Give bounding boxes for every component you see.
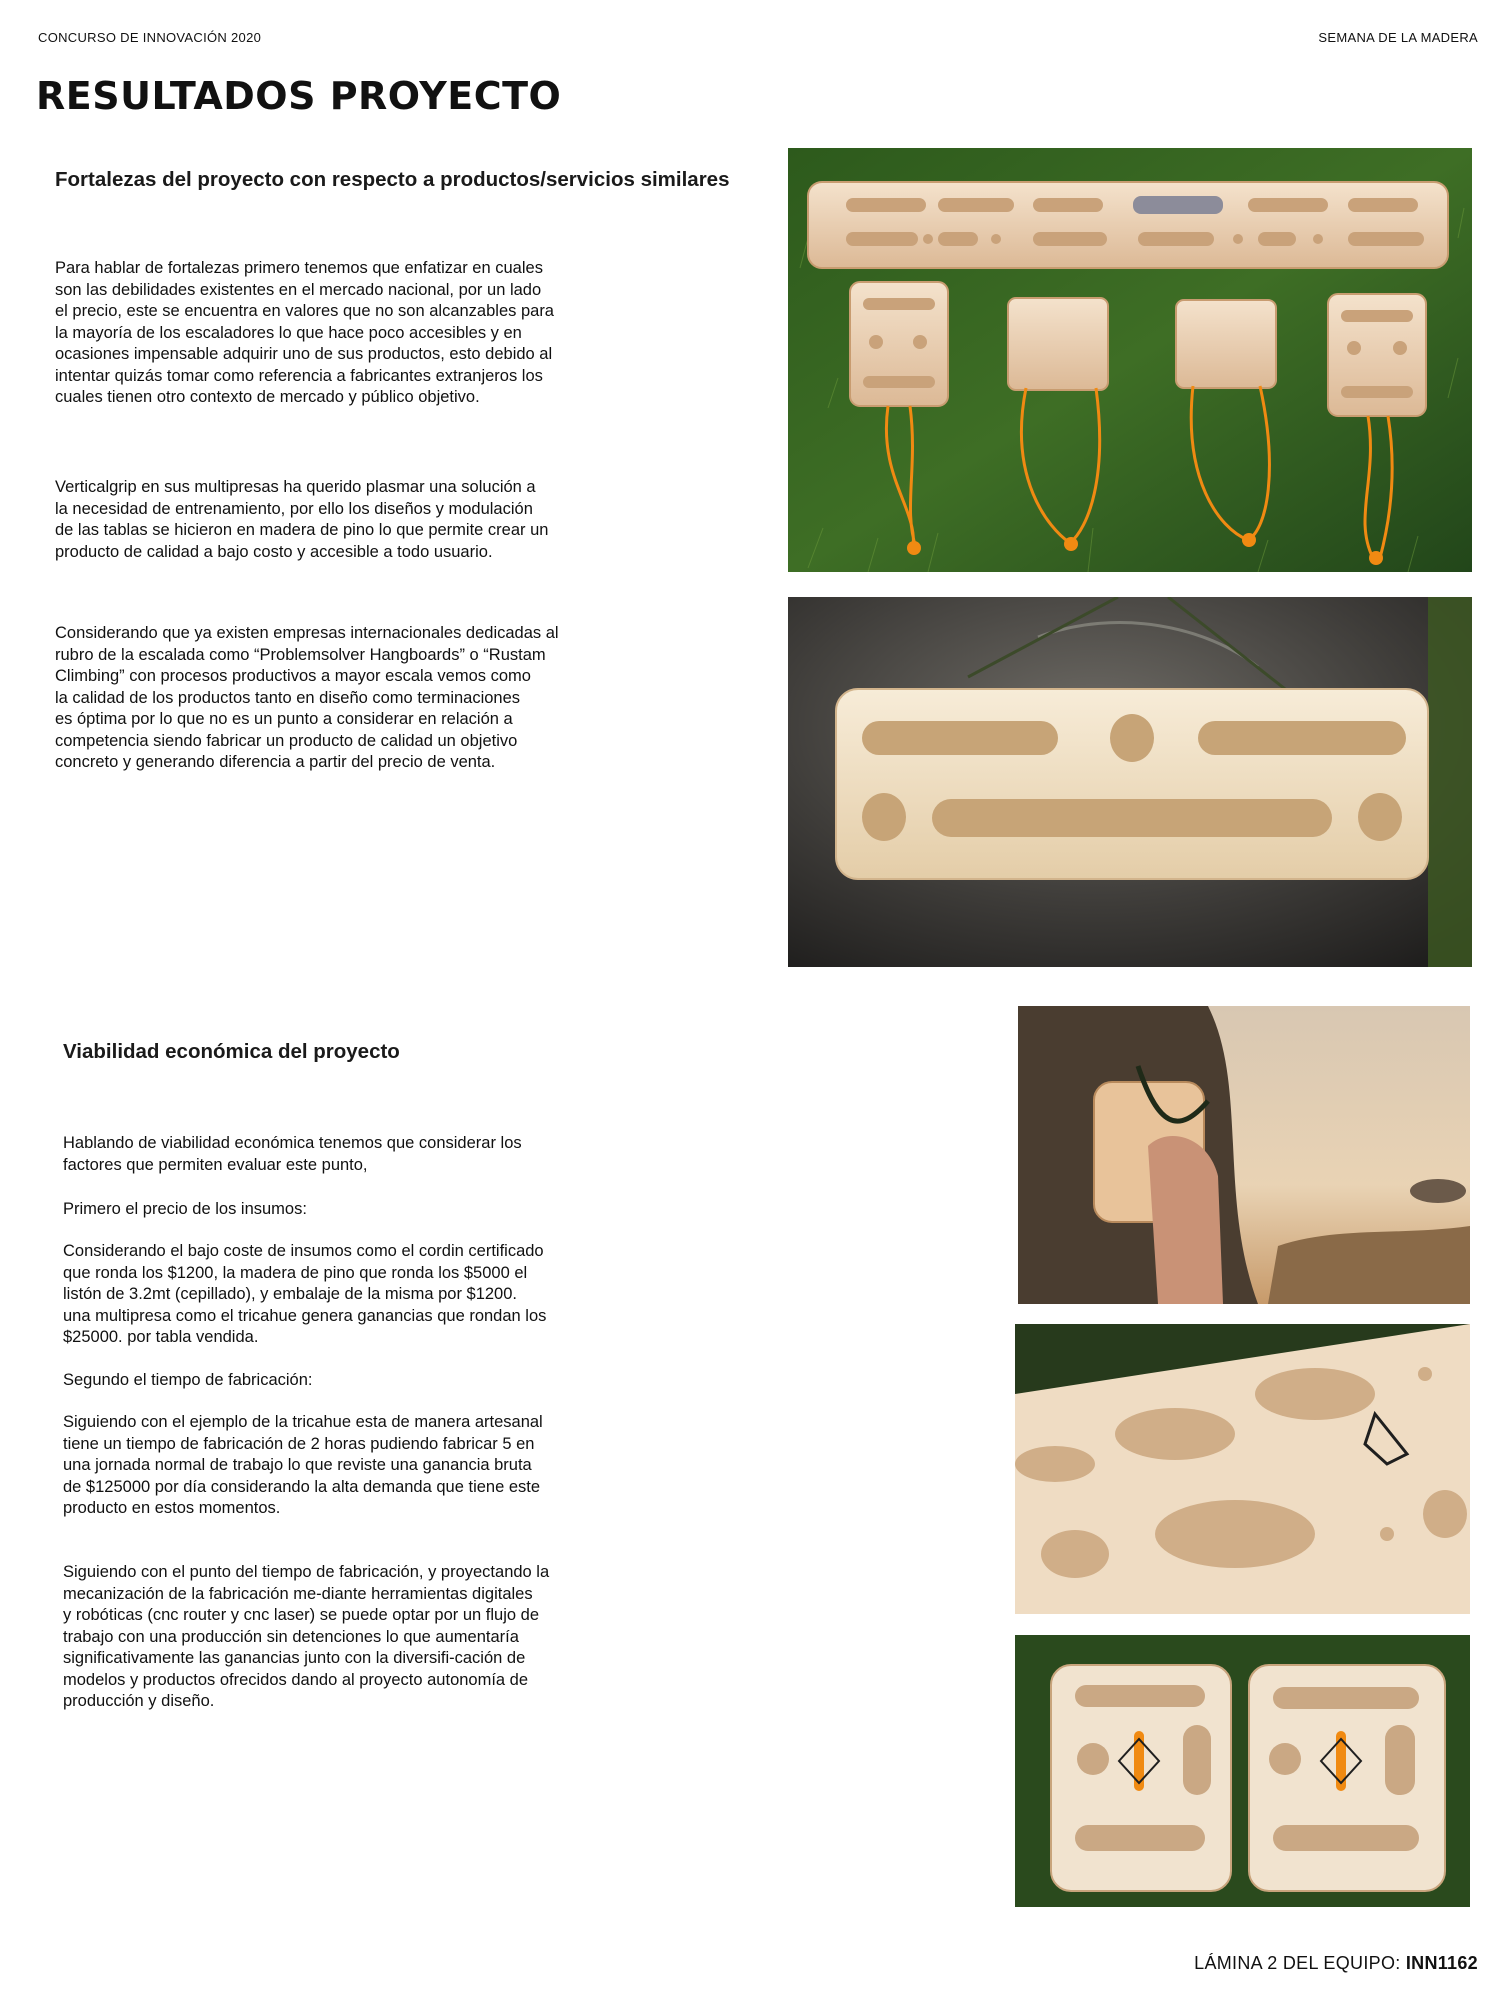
viability-paragraph-2: Primero el precio de los insumos:	[63, 1200, 307, 1218]
strengths-paragraph-2: Verticalgrip en sus multipresas ha querido plasmar una solución a la necesidad de entrenamiento, por ello los diseños y modulación de las tablas se hicieron en madera de pino lo que permite crear un producto de calidad a bajo costo y accesible a todo usuario.	[55, 478, 549, 561]
page-title: RESULTADOS PROYECTO	[36, 74, 562, 118]
contest-label: CONCURSO DE INNOVACIÓN 2020	[38, 30, 262, 45]
event-label: SEMANA DE LA MADERA	[1318, 30, 1478, 45]
hangboard-closeup-photo	[1015, 1324, 1470, 1614]
strengths-heading: Fortalezas del proyecto con respecto a productos/servicios similares	[55, 168, 730, 191]
strengths-paragraph-1: Para hablar de fortalezas primero tenemos que enfatizar en cuales son las debilidades existentes en el mercado nacional, por un lado el precio, este se encuentra en valores que no son alcanzables para la mayoría de los escaladores lo que hace poco accesibles y en ocasiones impensable adquirir uno de sus productos, esto debido al intentar quizás tomar como referencia a fabricantes extranjeros los cuales tienen otro contexto de mercado y público objetivo.	[55, 259, 554, 406]
footer-label: LÁMINA 2 DEL EQUIPO:	[1194, 1953, 1406, 1973]
viability-paragraph-6: Siguiendo con el punto del tiempo de fabricación, y proyectando la mecanización de la fabricación me-diante herramientas digitales y robóticas (cnc router y cnc laser) se puede optar por un flujo de trabajo con una producción sin detenciones lo que aumentaría significativamente las ganancias junto con la diversifi-cación de modelos y productos ofrecidos dando al proyecto autonomía de producción y diseño.	[63, 1563, 550, 1710]
strengths-paragraph-3: Considerando que ya existen empresas internacionales dedicadas al rubro de la escalada como “Problemsolver Hangboards” o “Rustam Climbing” con procesos productivos a mayor escala vemos como la calidad de los productos tanto en diseño como terminaciones es óptima por lo que no es un punto a considerar en relación a competencia siendo fabricar un producto de calidad un objetivo concreto y generando diferencia a partir del precio de venta.	[55, 624, 559, 771]
climber-hand-on-hold-photo	[1018, 1006, 1470, 1304]
two-portable-holds-photo	[1015, 1635, 1470, 1907]
sheet-footer	[1194, 1953, 1478, 1974]
viability-paragraph-5: Siguiendo con el ejemplo de la tricahue esta de manera artesanal tiene un tiempo de fabricación de 2 horas pudiendo fabricar 5 en una jornada normal de trabajo lo que reviste una ganancia bruta de $125000 por día considerando la alta demanda que tiene este producto en estos momentos.	[63, 1413, 543, 1517]
viability-paragraph-1: Hablando de viabilidad económica tenemos que considerar los factores que permiten evaluar este punto,	[63, 1134, 522, 1174]
hangboard-set-on-grass-photo	[788, 148, 1472, 572]
team-id: INN1162	[1405, 1953, 1478, 1973]
viability-paragraph-4: Segundo el tiempo de fabricación:	[63, 1371, 313, 1389]
viability-heading: Viabilidad económica del proyecto	[63, 1040, 400, 1063]
viability-paragraph-3: Considerando el bajo coste de insumos como el cordin certificado que ronda los $1200, la madera de pino que ronda los $5000 el listón de 3.2mt (cepillado), y embalaje de la misma por $1200. una multipresa como el tricahue genera ganancias que rondan los $25000. por tabla vendida.	[63, 1242, 547, 1346]
hangboard-on-rock-photo	[788, 597, 1472, 967]
